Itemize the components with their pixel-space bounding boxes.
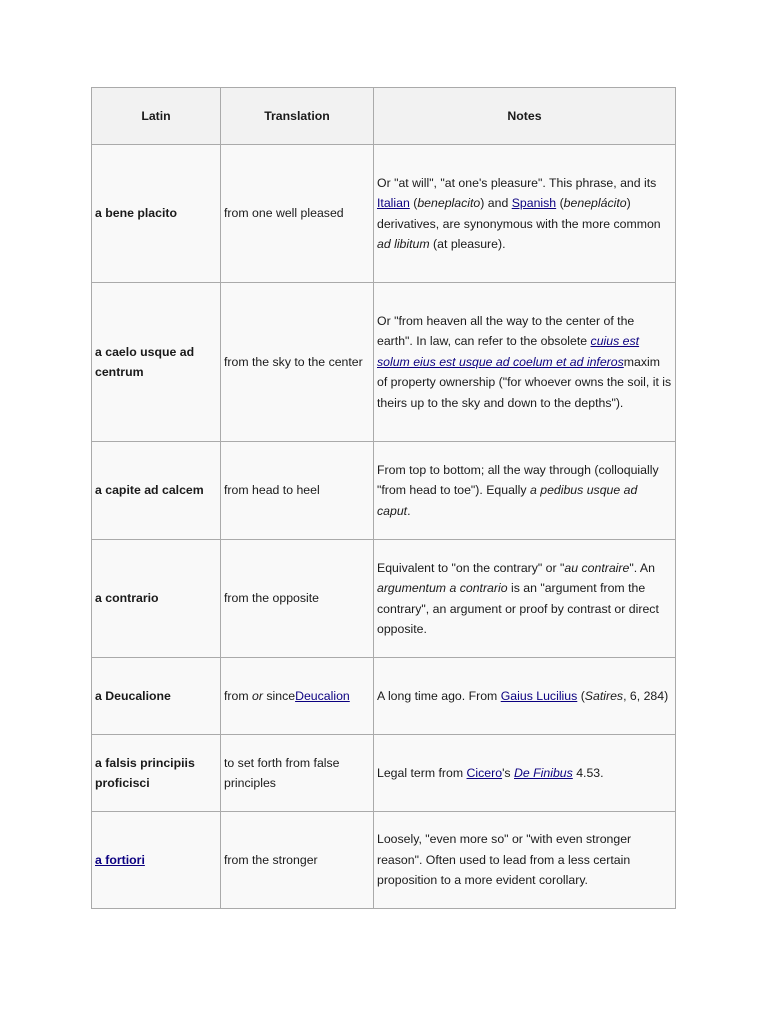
latin-phrase: a Deucalione: [92, 658, 221, 735]
notes-cell: [374, 735, 676, 812]
notes-cell: [374, 442, 676, 540]
notes-cell: [374, 658, 676, 735]
translation-cell: from head to heel: [221, 442, 374, 540]
latin-phrase: a capite ad calcem: [92, 442, 221, 540]
translation-cell: from one well pleased: [221, 145, 374, 283]
table-row: [92, 658, 676, 735]
link-italian[interactable]: Italian: [377, 196, 410, 210]
notes-italic: beneplacito: [417, 196, 481, 210]
translation-cell: from the stronger: [221, 812, 374, 909]
notes-italic: ad libitum: [377, 237, 430, 251]
latin-phrases-table: [91, 87, 676, 909]
notes-text: maxim of property ownership ("for whoever owns the soil, it is theirs up to the sky and down to the depths").: [377, 354, 672, 410]
table-header-row: [92, 88, 676, 145]
notes-text: (: [409, 196, 418, 210]
link-de-finibus[interactable]: De Finibus: [514, 765, 573, 780]
notes-text: , 6, 284): [623, 688, 669, 703]
notes-text: Or "at will", "at one's pleasure". This phrase, and its: [377, 175, 657, 190]
notes-text: ". An: [629, 560, 655, 575]
notes-italic: a pedibus usque ad caput: [377, 483, 638, 518]
latin-phrase-cell: [92, 812, 221, 909]
table-row: [92, 735, 676, 812]
table-row: [92, 812, 676, 909]
notes-text: ) derivatives, are synonymous with the more common: [377, 196, 661, 231]
notes-text: is an "argument from the contrary", an argument or proof by contrast or direct opposite.: [377, 581, 659, 636]
translation-cell: to set forth from false principles: [221, 735, 374, 812]
link-spanish[interactable]: Spanish: [511, 196, 557, 210]
notes-cell: [374, 812, 676, 909]
translation-cell: [221, 658, 374, 735]
header-notes[interactable]: Notes: [374, 88, 676, 145]
notes-cell: [374, 283, 676, 442]
notes-text: From top to bottom; all the way through (colloquially "from head to toe"). Equally: [377, 462, 659, 498]
translation-text: from: [224, 688, 253, 703]
notes-text: (: [556, 196, 564, 210]
notes-text: Loosely, "even more so" or "with even stronger reason". Often used to lead from a less certain proposition to a more evident corollary.: [377, 832, 632, 888]
notes-text: (: [577, 688, 585, 703]
notes-cell: [374, 540, 676, 658]
table-row: [92, 540, 676, 658]
translation-cell: from the opposite: [221, 540, 374, 658]
notes-text: 4.53.: [572, 765, 604, 780]
translation-text: since: [262, 688, 296, 703]
notes-text: ) and: [480, 196, 512, 210]
latin-phrase: a contrario: [92, 540, 221, 658]
table-row: [92, 442, 676, 540]
latin-phrase: a caelo usque ad centrum: [92, 283, 221, 442]
notes-italic: au contraire: [564, 560, 630, 575]
notes-italic: beneplácito: [563, 196, 627, 210]
table-row: [92, 283, 676, 442]
notes-text: 's: [502, 765, 514, 780]
notes-cell: [374, 145, 676, 283]
link-a-fortiori[interactable]: a fortiori: [95, 852, 145, 867]
notes-italic: argumentum a contrario: [377, 581, 508, 595]
table-row: [92, 145, 676, 283]
translation-cell: from the sky to the center: [221, 283, 374, 442]
header-translation[interactable]: Translation: [221, 88, 374, 145]
notes-text: A long time ago. From: [377, 688, 501, 703]
notes-text: Or "from heaven all the way to the center of the earth". In law, can refer to the obsolete: [377, 313, 635, 349]
latin-phrase: a falsis principiis proficisci: [92, 735, 221, 812]
link-cicero[interactable]: Cicero: [466, 765, 503, 780]
translation-italic: or: [252, 688, 263, 703]
notes-text: (at pleasure).: [429, 237, 506, 251]
latin-phrase: a bene placito: [92, 145, 221, 283]
header-latin[interactable]: Latin: [92, 88, 221, 145]
notes-text: Equivalent to "on the contrary" or ": [377, 560, 565, 575]
link-deucalion[interactable]: Deucalion: [295, 688, 350, 703]
link-gaius-lucilius[interactable]: Gaius Lucilius: [500, 688, 578, 703]
link-cuius-est-solum[interactable]: cuius est solum eius est usque ad coelum et ad inferos: [377, 334, 640, 369]
notes-text: Legal term from: [377, 765, 467, 780]
notes-italic: Satires: [584, 688, 624, 703]
notes-text: .: [407, 503, 411, 518]
